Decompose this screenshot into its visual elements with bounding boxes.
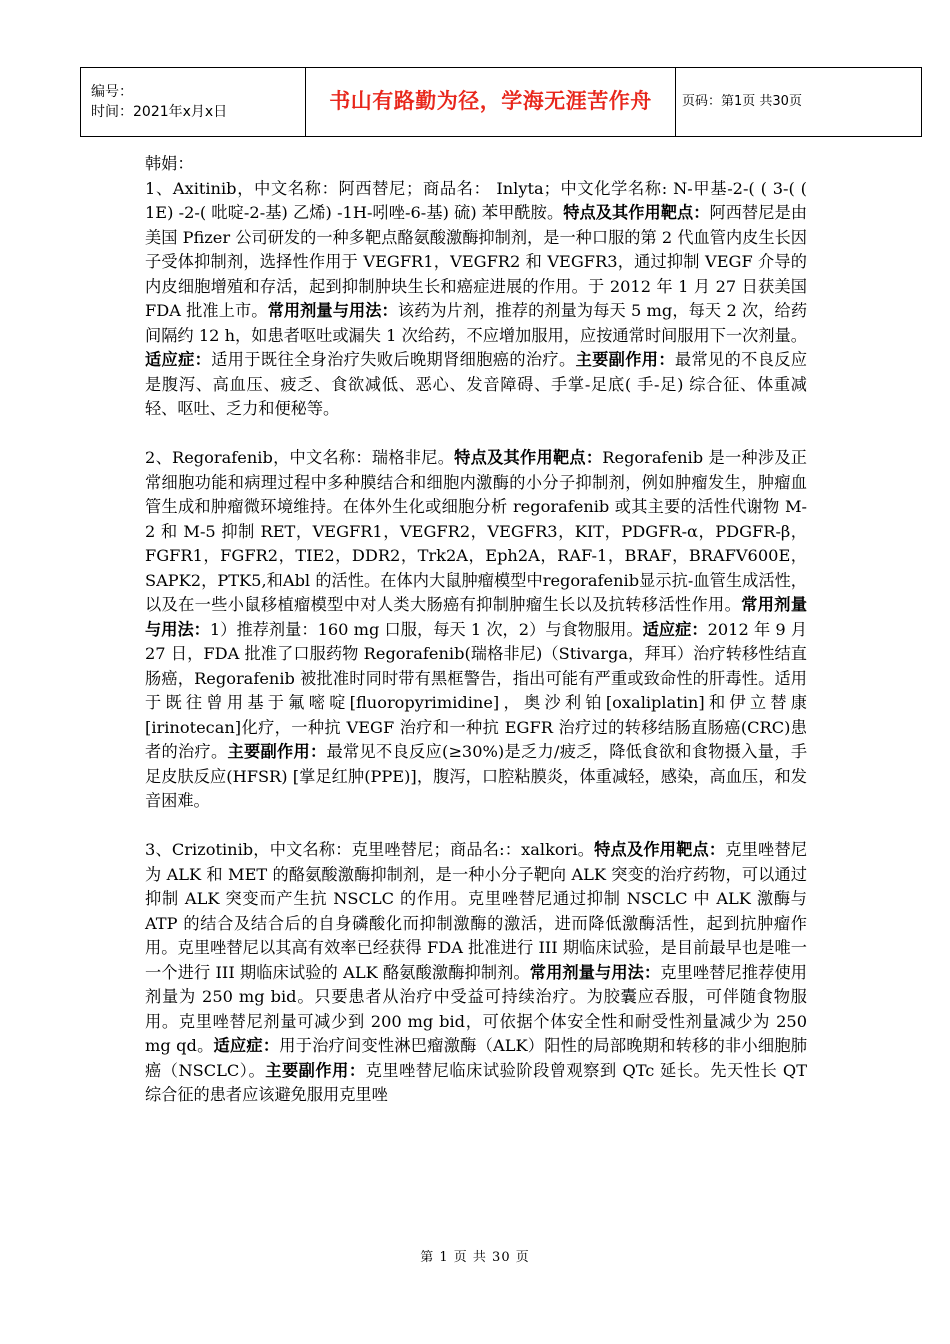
entry-text: 克里唑替尼为 ALK 和 MET 的酪氨酸激酶抑制剂，是一种小分子靶向 ALK 突变的治疗药物，可以通过抑制 ALK 突变而产生抗 NSCLC 的作用。克里唑替尼通过抑制 NSCLC 中 ALK 激酶与 ATP 的结合及结合后的自身磷酸化而抑制激酶的激活，进而降低激酶活性，起到抗肿瘤作用。克里唑替尼以其高有效率已经获得 FDA 批准进行 III 期临床试验，是目前最早也是唯一一个进行 III 期临床试验的 ALK 酪氨酸激酶抑制剂。 (145, 840, 808, 982)
entry-heading: 主要副作用： (265, 1060, 366, 1080)
entry-text: 1、Axitinib，中文名称：阿西替尼；商品名： Inlyta；中文化学名称: N-甲基-2-( ( 3-( ( 1E) -2-( 吡啶-2-基) 乙烯) -1H-吲唑-6-基) 硫) 苯甲酰胺。 (145, 178, 807, 222)
header-motto-cell (306, 68, 676, 137)
drug-entry-crizotinib (145, 838, 807, 1108)
entry-heading: 常用剂量与用法： (267, 301, 398, 320)
header-meta-cell (81, 68, 306, 137)
entry-text: 克里唑替尼临床试验阶段曾观察到 QTc 延长。先天性长 QT 综合征的患者应该避免服用克里唑 (145, 1060, 807, 1104)
header-page-info: 页码：第1页 共30页 (676, 68, 922, 137)
entry-text: 2012 年 9 月 27 日，FDA 批准了口服药物 Regorafenib(瑞格非尼)（Stivarga，拜耳）治疗转移性结直肠癌，Regorafenib 被批准时同时带有黑框警告，指出可能有严重或致命性的肝毒性。适用于既往曾用基于氟嘧啶[fluoropyrimidine]，奥沙利铂[oxaliplatin]和伊立替康 [irinotecan]化疗，一种抗 VEGF 治疗和一种抗 EGFR 治疗过的转移结肠直肠癌(CRC)患者的治疗。 (145, 619, 808, 761)
motto-text: 书山有路勤为径，学海无涯苦作舟 (329, 88, 652, 113)
entry-text: 最常见不良反应(≥30%)是乏力/疲乏，降低食欲和食物摄入量，手足皮肤反应(HFSR) [掌足红肿(PPE)]，腹泻，口腔粘膜炎，体重减轻，感染，高血压，和发音困难。 (145, 742, 808, 810)
entry-heading: 适应症： (213, 1036, 280, 1055)
entry-text: 2、Regorafenib，中文名称：瑞格非尼。 (145, 448, 455, 467)
entry-heading: 常用剂量与用法： (529, 962, 661, 982)
entry-text: 阿西替尼是由美国 Pfizer 公司研发的一种多靶点酪氨酸激酶抑制剂，是一种口服的第 2 代血管内皮生长因子受体抑制剂，选择性作用于 VEGFR1，VEGFR2 和 VEGFR3，通过抑制 VEGF 介导的内皮细胞增殖和存活，起到抑制肿块生长和癌症进展的作用。于 2012 年 1 月 27 日获美国 FDA 批准上市。 (145, 203, 808, 320)
entry-text: 适用于既往全身治疗失败后晚期肾细胞癌的治疗。 (211, 350, 576, 369)
entry-heading: 主要副作用： (575, 350, 675, 369)
entry-heading: 适应症： (642, 619, 708, 639)
entry-text: 克里唑替尼推荐使用剂量为 250 mg bid。只要患者从治疗中受益可持续治疗。为胶囊应吞服，可伴随食物服用。克里唑替尼剂量可减少到 200 mg bid，可依据个体安全性和耐受性剂量减少为 250 mg qd。 (145, 962, 807, 1055)
drug-entry-axitinib (145, 177, 807, 422)
entry-text: 3、Crizotinib，中文名称：克里唑替尼；商品名:：xalkori。 (145, 840, 595, 859)
entry-heading: 主要副作用： (227, 742, 327, 761)
author-line: 韩娟： (145, 154, 194, 173)
entry-heading: 特点及其作用靶点： (454, 448, 603, 467)
page-footer: 第 1 页 共 30 页 (420, 1250, 530, 1265)
entry-heading: 适应症： (145, 350, 212, 369)
drug-entry-regorafenib (145, 446, 807, 814)
entry-heading: 特点及作用靶点： (594, 840, 726, 859)
document-time-label: 时间：2021年x月x日 (91, 104, 228, 120)
entry-text: Regorafenib 是一种涉及正常细胞功能和病理过程中多种膜结合和细胞内激酶的小分子抑制剂，例如肿瘤发生，肿瘤血管生成和肿瘤微环境维持。在体外生化或细胞分析 regorafenib 或其主要的活性代谢物 M-2 和 M-5 抑制 RET，VEGFR1，VEGFR2，VEGFR3，KIT，PDGFR-α，PDGFR-β，FGFR1，FGFR2，TIE2，DDR2，Trk2A，Eph2A，RAF-1，BRAF，BRAFV600E，SAPK2，PTK5,和Abl 的活性。在体内大鼠肿瘤模型中regorafenib显示抗-血管生成活性，以及在一些小鼠移植瘤模型中对人类大肠癌有抑制肿瘤生长以及抗转移活性作用。 (145, 448, 807, 614)
entry-text: 最常见的不良反应是腹泻、高血压、疲乏、食欲减低、恶心、发音障碍、手掌-足底( 手-足) 综合征、体重减轻、呕吐、乏力和便秘等。 (145, 350, 808, 418)
entry-heading: 常用剂量与用法： (145, 595, 808, 639)
entry-text: 用于治疗间变性淋巴瘤激酶（ALK）阳性的局部晚期和转移的非小细胞肺癌（NSCLC）。 (145, 1036, 808, 1080)
document-header (80, 67, 922, 137)
entry-text: 1）推荐剂量：160 mg 口服，每天 1 次，2）与食物服用。 (209, 619, 643, 639)
entry-heading: 特点及其作用靶点： (563, 203, 710, 222)
document-body (145, 152, 807, 1108)
entry-text: 该药为片剂，推荐的剂量为每天 5 mg，每天 2 次，给药间隔约 12 h，如患者呕吐或漏失 1 次给药，不应增加服用，应按通常时间服用下一次剂量。 (145, 301, 808, 345)
document-number-label: 编号： (91, 84, 133, 100)
